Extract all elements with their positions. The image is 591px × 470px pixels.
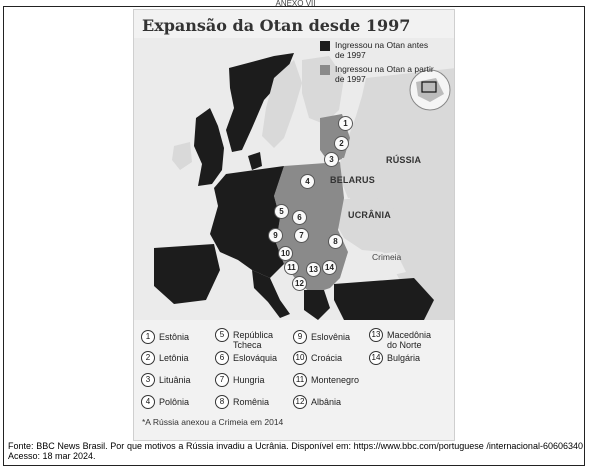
key-item: [369, 351, 420, 365]
russia-label: RÚSSIA: [386, 155, 422, 165]
key-label: Eslovênia: [311, 332, 351, 342]
belarus-label: BELARUS: [330, 175, 375, 185]
legend-swatch-dark: [320, 41, 330, 51]
key-label: Montenegro: [311, 375, 360, 385]
key-number: 13: [369, 328, 383, 342]
key-item: [141, 330, 189, 344]
legend-item-pre-1997: [320, 40, 453, 60]
map-marker-9: 9: [268, 228, 283, 243]
key-item: [141, 373, 191, 387]
infographic-title: Expansão da Otan desde 1997: [142, 16, 411, 35]
key-label: Croácia: [311, 353, 343, 363]
key-item: [369, 328, 431, 350]
map-marker-14: 14: [322, 260, 337, 275]
legend-text: de 1997: [335, 50, 366, 60]
key-number: 5: [215, 328, 229, 342]
key-label: do Norte: [387, 340, 422, 350]
map-marker-5: 5: [274, 204, 289, 219]
key-label: Polônia: [159, 397, 190, 407]
key-label: Romênia: [233, 397, 270, 407]
map-marker-1: 1: [338, 116, 353, 131]
map-marker-3: 3: [324, 152, 339, 167]
key-item: [141, 351, 189, 365]
key-label: Macedônia: [387, 330, 432, 340]
key-number: 4: [141, 395, 155, 409]
key-label: Tcheca: [233, 340, 262, 350]
key-label: Bulgária: [387, 353, 421, 363]
key-label: República: [233, 330, 274, 340]
map-marker-13: 13: [306, 262, 321, 277]
map-marker-10: 10: [278, 246, 293, 261]
legend-text: de 1997: [335, 74, 366, 84]
key-number: 9: [293, 330, 307, 344]
map-marker-7: 7: [294, 228, 309, 243]
crimea-label: Crimeia: [372, 252, 402, 262]
map-marker-4: 4: [300, 174, 315, 189]
key-item: [215, 395, 269, 409]
map-marker-8: 8: [328, 234, 343, 249]
ukraine-label: UCRÂNIA: [348, 210, 391, 220]
key-item: [293, 395, 341, 409]
key-label: Albânia: [311, 397, 342, 407]
key-item: [215, 328, 273, 350]
key-item: [293, 330, 350, 344]
key-number: 11: [293, 373, 307, 387]
nato-expansion-infographic: [133, 9, 455, 441]
legend-text: Ingressou na Otan a partir: [335, 64, 434, 74]
map-marker-12: 12: [292, 276, 307, 291]
map-marker-6: 6: [292, 210, 307, 225]
legend-swatch-gray: [320, 65, 330, 75]
key-number: 2: [141, 351, 155, 365]
key-number: 12: [293, 395, 307, 409]
key-item: [293, 351, 342, 365]
key-number: 7: [215, 373, 229, 387]
key-label: Eslováquia: [233, 353, 278, 363]
page-header-fragment: ANEXO VII: [275, 0, 316, 7]
source-citation: Fonte: BBC News Brasil. Por que motivos a Rússia invadiu a Ucrânia. Disponível em: https://www.bbc.com/portuguese /internacional-60606340 Acesso: 18 mar 2024.: [8, 441, 583, 461]
key-item: [215, 373, 265, 387]
key-item: [293, 373, 359, 387]
key-item: [215, 351, 277, 365]
legend-item-post-1997: [320, 64, 453, 84]
key-label: Hungria: [233, 375, 265, 385]
country-key: [141, 328, 453, 412]
key-number: 14: [369, 351, 383, 365]
key-number: 8: [215, 395, 229, 409]
key-label: Letônia: [159, 353, 189, 363]
key-number: 10: [293, 351, 307, 365]
crimea-note: *A Rússia anexou a Crimeia em 2014: [142, 417, 284, 427]
key-label: Estônia: [159, 332, 190, 342]
map-marker-2: 2: [334, 136, 349, 151]
legend-text: Ingressou na Otan antes: [335, 40, 429, 50]
turkey-region: [334, 278, 434, 320]
map-marker-11: 11: [284, 260, 299, 275]
key-number: 6: [215, 351, 229, 365]
key-number: 3: [141, 373, 155, 387]
key-number: 1: [141, 330, 155, 344]
key-label: Lituânia: [159, 375, 191, 385]
key-item: [141, 395, 189, 409]
